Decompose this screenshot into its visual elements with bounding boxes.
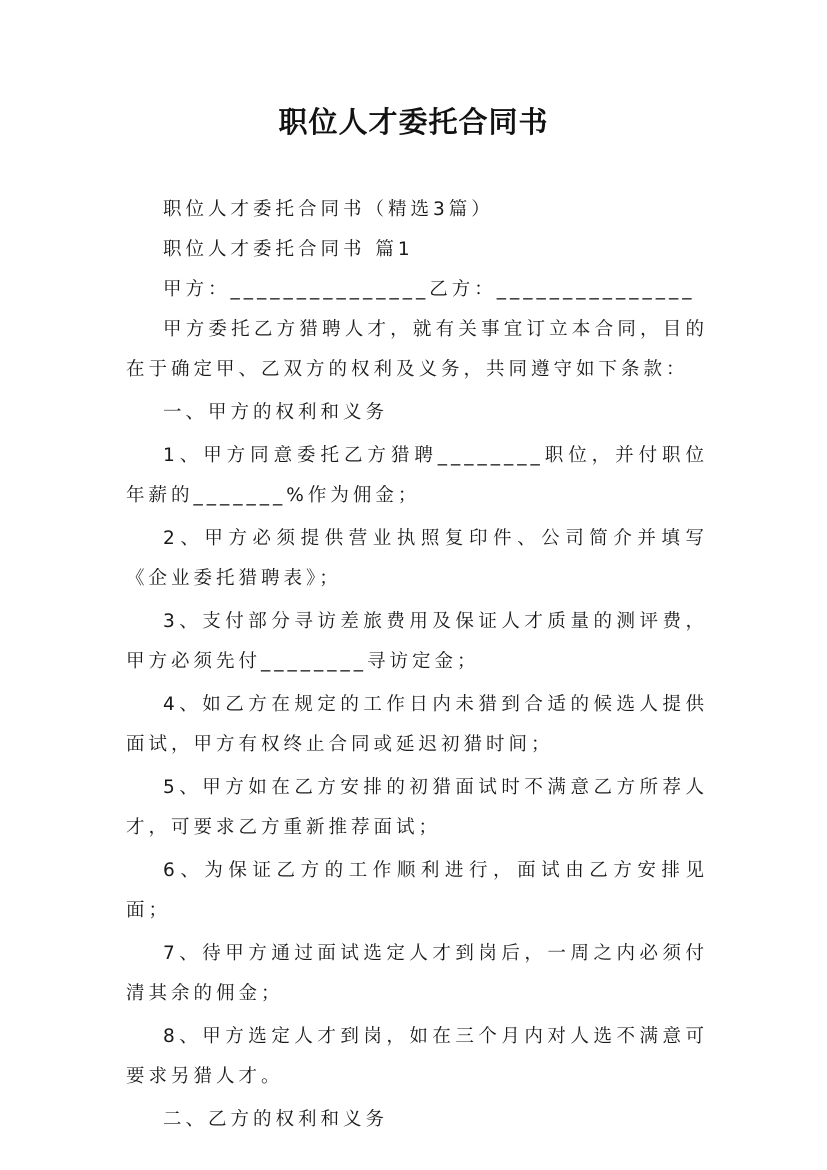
paragraph-clause-4: 4、如乙方在规定的工作日内未猎到合适的候选人提供面试，甲方有权终止合同或延迟初猎时间； xyxy=(126,694,708,755)
paragraph-subtitle: 职位人才委托合同书（精选3篇） xyxy=(163,199,494,220)
paragraph-parties: 甲方：_______________乙方：_______________ xyxy=(163,279,696,300)
paragraph-clause-5: 5、甲方如在乙方安排的初猎面试时不满意乙方所荐人才，可要求乙方重新推荐面试； xyxy=(126,777,708,838)
paragraph-clause-1: 1、甲方同意委托乙方猎聘________职位，并付职位年薪的_______%作为佣金； xyxy=(126,445,708,506)
paragraph-party-b-heading: 二、乙方的权利和义务 xyxy=(163,1109,389,1130)
paragraph-clause-2: 2、甲方必须提供营业执照复印件、公司简介并填写《企业委托猎聘表》； xyxy=(126,528,708,589)
document-body xyxy=(126,190,708,1143)
paragraph-clause-3: 3、支付部分寻访差旅费用及保证人才质量的测评费，甲方必须先付________寻访定金； xyxy=(126,611,708,672)
paragraph-section-heading: 职位人才委托合同书 篇1 xyxy=(163,239,414,260)
document-title: 职位人才委托合同书 xyxy=(278,105,549,139)
paragraph-intro: 甲方委托乙方猎聘人才，就有关事宜订立本合同，目的在于确定甲、乙双方的权利及义务，共同遵守如下条款： xyxy=(126,319,708,380)
paragraph-clause-6: 6、为保证乙方的工作顺利进行，面试由乙方安排见面； xyxy=(126,860,708,921)
paragraph-clause-8: 8、甲方选定人才到岗，如在三个月内对人选不满意可要求另猎人才。 xyxy=(126,1026,708,1087)
paragraph-party-a-heading: 一、甲方的权利和义务 xyxy=(163,402,389,423)
paragraph-clause-7: 7、待甲方通过面试选定人才到岗后，一周之内必须付清其余的佣金； xyxy=(126,943,708,1004)
